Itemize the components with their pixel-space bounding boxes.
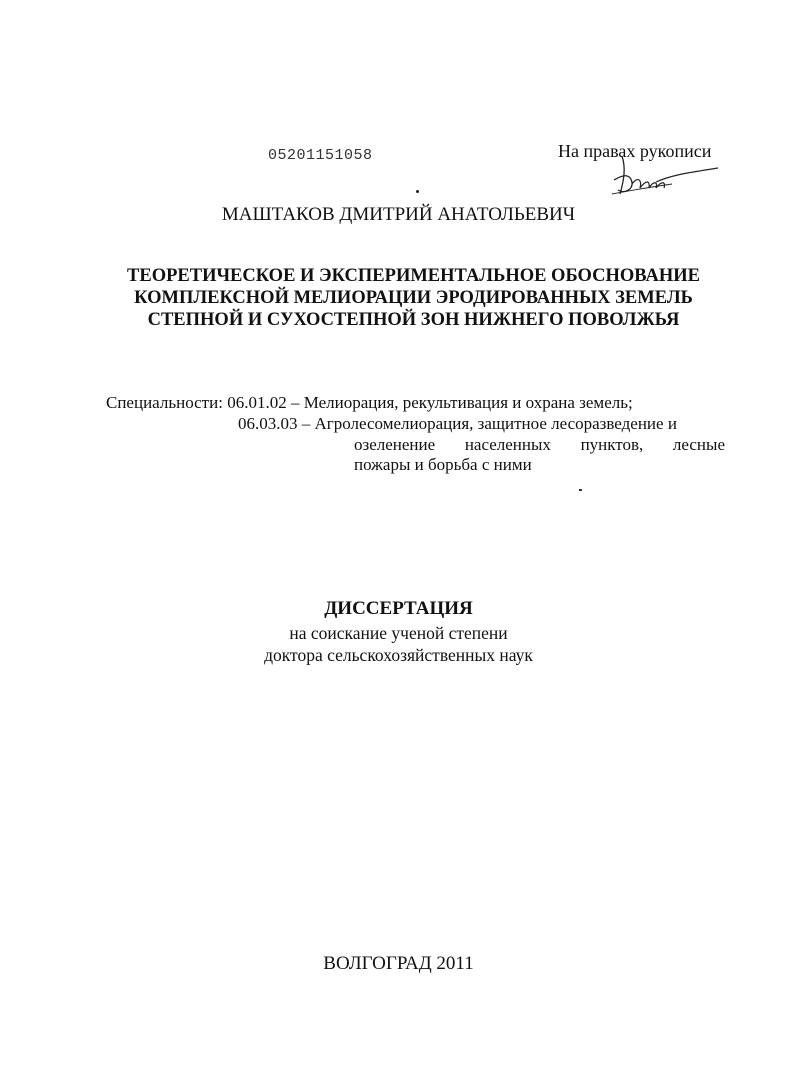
specialty-continuation: озеленение населенных пунктов, лесные [354,435,725,454]
title-line: ТЕОРЕТИЧЕСКОЕ И ЭКСПЕРИМЕНТАЛЬНОЕ ОБОСНОВАНИЕ [127,266,700,286]
rights-notice: На правах рукописи [558,141,712,161]
title-line: СТЕПНОЙ И СУХОСТЕПНОЙ ЗОН НИЖНЕГО ПОВОЛЖЬЯ [147,310,680,330]
specialty-code: 06.01.02 – [227,393,300,412]
registration-code: 05201151058 [268,147,373,164]
specialty-text: Агролесомелиорация, защитное лесоразведение и [314,414,677,433]
ink-mark [579,489,582,491]
degree-line-2: доктора сельскохозяйственных наук [264,645,533,665]
dissertation-title [90,265,737,331]
signature [602,150,720,198]
specialty-second [238,413,725,434]
city-year: ВОЛГОГРАД 2011 [323,953,474,974]
specialty-last-line: пожары и борьба с ними [354,455,532,474]
title-line: КОМПЛЕКСНОЙ МЕЛИОРАЦИИ ЭРОДИРОВАННЫХ ЗЕМЕЛЬ [134,288,693,308]
author-name: МАШТАКОВ ДМИТРИЙ АНАТОЛЬЕВИЧ [221,204,576,225]
specialty-text: Мелиорация, рекультивация и охрана земель; [303,393,633,412]
degree-line-1: на соискание ученой степени [289,623,508,643]
specialty-first [106,393,633,413]
specialty-code: 06.03.03 – [238,414,311,433]
specialties-label: Специальности: [106,393,223,412]
document-type-heading: ДИССЕРТАЦИЯ [324,598,473,619]
ink-dot [416,190,419,193]
